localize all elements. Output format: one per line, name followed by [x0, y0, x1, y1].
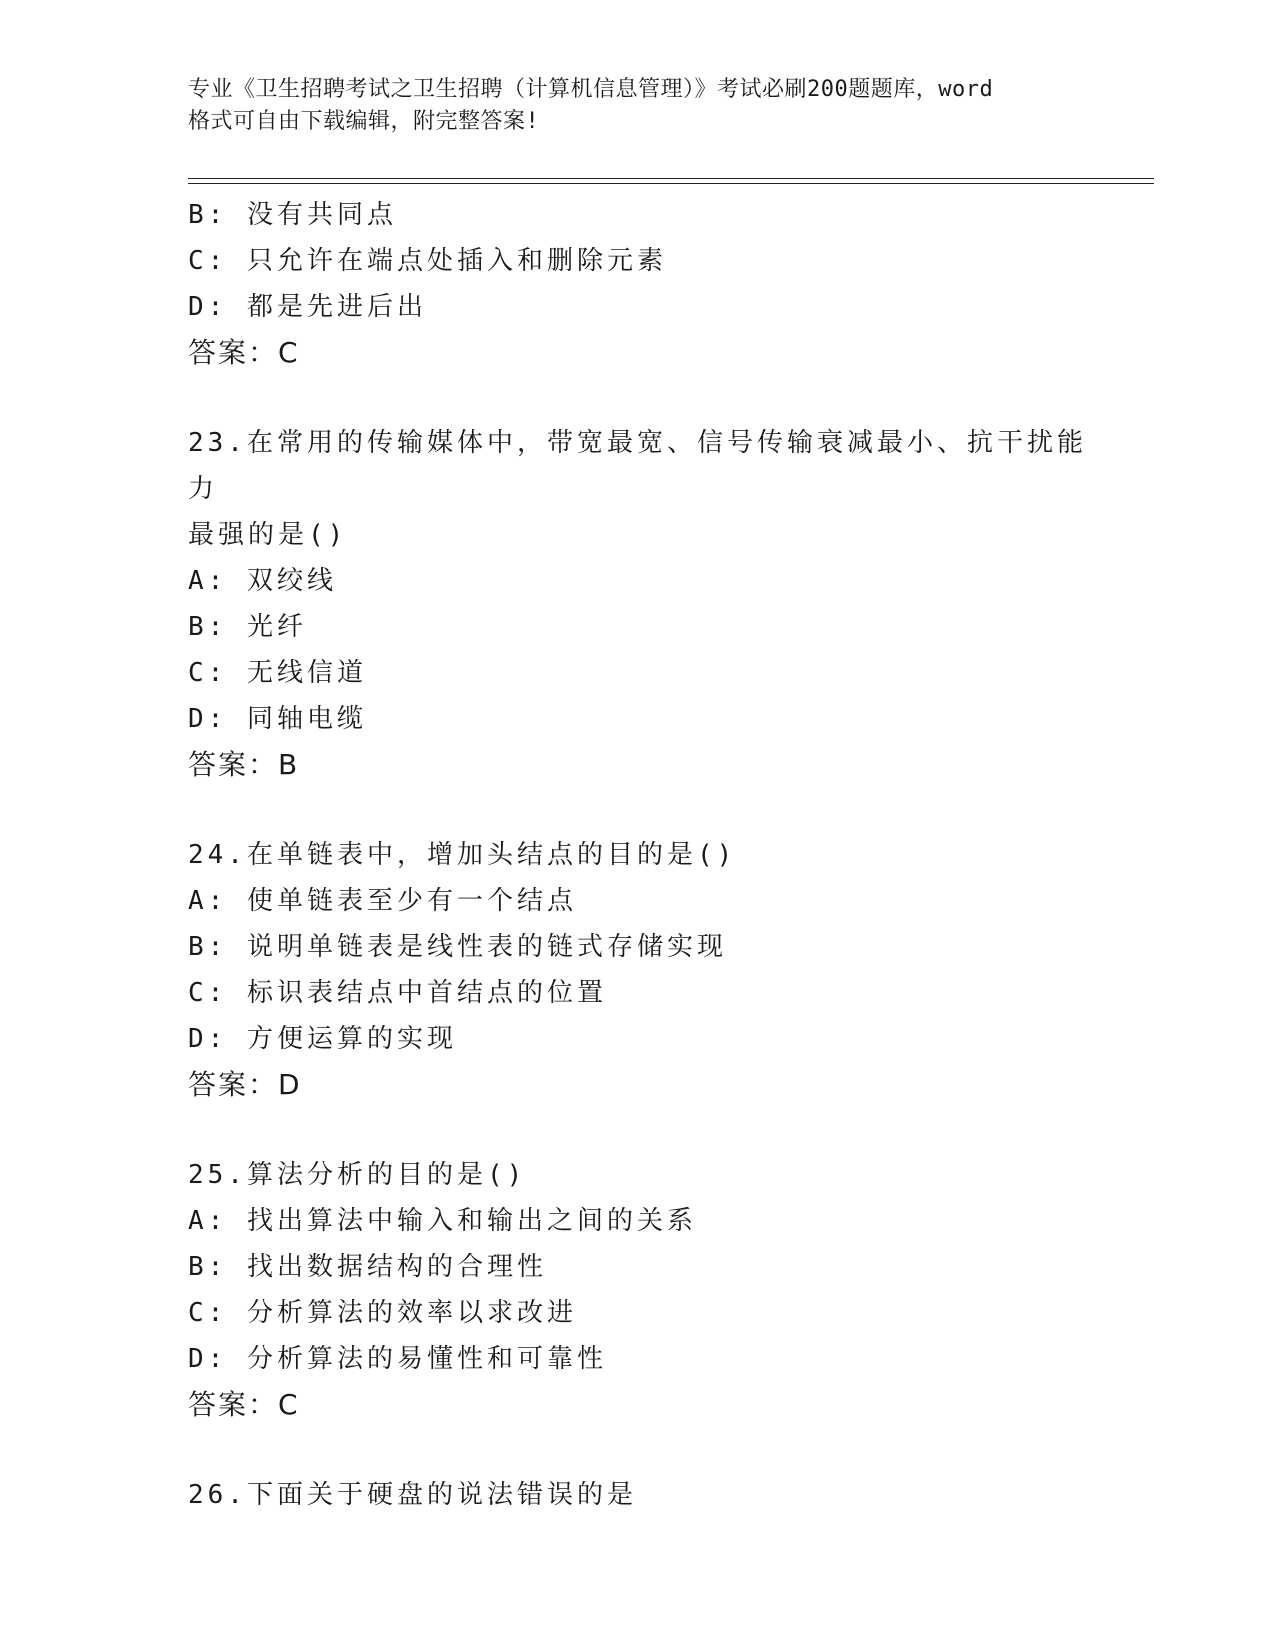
question-23 [188, 420, 1088, 788]
document-header [188, 74, 1088, 138]
question-stem: 26.下面关于硬盘的说法错误的是 [188, 1480, 637, 1510]
header-divider-top [188, 178, 1154, 179]
option-d: D: 方便运算的实现 [188, 1024, 457, 1054]
option-c: C: 无线信道 [188, 658, 367, 688]
option-c: C: 分析算法的效率以求改进 [188, 1298, 577, 1328]
header-line-2: 格式可自由下载编辑，附完整答案! [188, 109, 540, 134]
answer: 答案：B [188, 748, 300, 781]
option-c: C: 只允许在端点处插入和删除元素 [188, 246, 667, 276]
option-d: D: 同轴电缆 [188, 704, 367, 734]
option-c: C: 标识表结点中首结点的位置 [188, 978, 607, 1008]
option-b: B: 说明单链表是线性表的链式存储实现 [188, 932, 727, 962]
option-b: B: 没有共同点 [188, 200, 397, 230]
question-stem-continued: 最强的是() [188, 520, 348, 550]
option-d: D: 都是先进后出 [188, 292, 427, 322]
answer: 答案：C [188, 336, 300, 369]
header-line-1: 专业《卫生招聘考试之卫生招聘（计算机信息管理）》考试必刷200题题库，word [188, 77, 994, 102]
header-divider-bottom [188, 183, 1154, 184]
question-24 [188, 832, 1088, 1108]
question-stem: 23.在常用的传输媒体中，带宽最宽、信号传输衰减最小、抗干扰能力 [188, 428, 1087, 504]
question-stem: 24.在单链表中，增加头结点的目的是() [188, 840, 737, 870]
answer: 答案：C [188, 1388, 300, 1421]
question-25 [188, 1152, 1088, 1428]
answer: 答案：D [188, 1068, 302, 1101]
question-content [188, 192, 1088, 1518]
question-26 [188, 1472, 1088, 1518]
option-a: A: 使单链表至少有一个结点 [188, 886, 577, 916]
question-22-partial [188, 192, 1088, 376]
option-b: B: 找出数据结构的合理性 [188, 1252, 547, 1282]
option-a: A: 双绞线 [188, 566, 337, 596]
option-d: D: 分析算法的易懂性和可靠性 [188, 1344, 607, 1374]
question-stem: 25.算法分析的目的是() [188, 1160, 527, 1190]
option-b: B: 光纤 [188, 612, 307, 642]
option-a: A: 找出算法中输入和输出之间的关系 [188, 1206, 697, 1236]
